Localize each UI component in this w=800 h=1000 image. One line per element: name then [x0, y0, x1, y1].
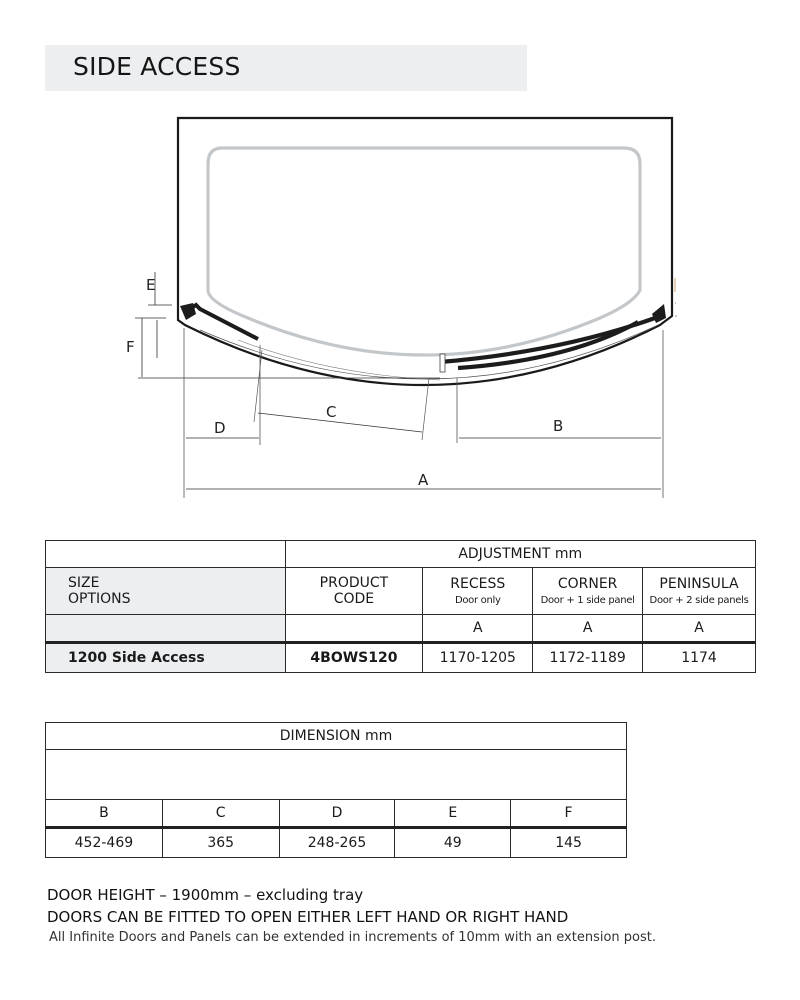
label-c: C	[326, 403, 337, 421]
peninsula-header: PENINSULA Door + 2 side panels	[643, 568, 756, 615]
dim-header-c: C	[162, 800, 279, 828]
adjustment-table	[45, 540, 756, 673]
dim-header-f: F	[511, 800, 627, 828]
door-height-note: DOOR HEIGHT – 1900mm – excluding tray	[47, 886, 364, 904]
code-blank-cell	[285, 615, 423, 643]
corner-dim-label: A	[533, 615, 643, 643]
extension-note: All Infinite Doors and Panels can be extended in increments of 10mm with an extension post.	[49, 930, 656, 945]
recess-header: RECESS Door only	[423, 568, 533, 615]
size-blank-cell	[46, 615, 286, 643]
dim-header-d: D	[279, 800, 395, 828]
dim-value-f: 145	[511, 828, 627, 858]
section-title: SIDE ACCESS	[73, 52, 241, 81]
door-hand-note: DOORS CAN BE FITTED TO OPEN EITHER LEFT HAND OR RIGHT HAND	[47, 908, 569, 926]
dim-value-d: 248-265	[279, 828, 395, 858]
recess-value: 1170-1205	[423, 643, 533, 673]
peninsula-value: 1174	[643, 643, 756, 673]
dimension-table	[45, 722, 627, 858]
peninsula-dim-label: A	[643, 615, 756, 643]
recess-dim-label: A	[423, 615, 533, 643]
dim-header-b: B	[46, 800, 163, 828]
dim-header-e: E	[395, 800, 511, 828]
size-cell: 1200 Side Access	[46, 643, 286, 673]
product-code-header: PRODUCT CODE	[285, 568, 423, 615]
product-code-cell: 4BOWS120	[285, 643, 423, 673]
dim-value-c: 365	[162, 828, 279, 858]
adjustment-title: ADJUSTMENT mm	[285, 541, 755, 568]
corner-header: CORNER Door + 1 side panel	[533, 568, 643, 615]
size-options-header: SIZE OPTIONS	[46, 568, 286, 615]
dim-value-e: 49	[395, 828, 511, 858]
label-a: A	[418, 471, 429, 489]
dimension-blank-row	[46, 750, 627, 800]
table-row	[46, 643, 756, 673]
corner-value: 1172-1189	[533, 643, 643, 673]
label-d: D	[214, 419, 226, 437]
notes	[47, 884, 656, 948]
label-e: E	[146, 276, 156, 294]
door-handle	[440, 354, 445, 372]
dimension-title: DIMENSION mm	[46, 723, 627, 750]
label-b: B	[553, 417, 564, 435]
label-f: F	[126, 338, 135, 356]
adjustment-blank-cell	[46, 541, 286, 568]
table-row	[46, 828, 627, 858]
dim-value-b: 452-469	[46, 828, 163, 858]
